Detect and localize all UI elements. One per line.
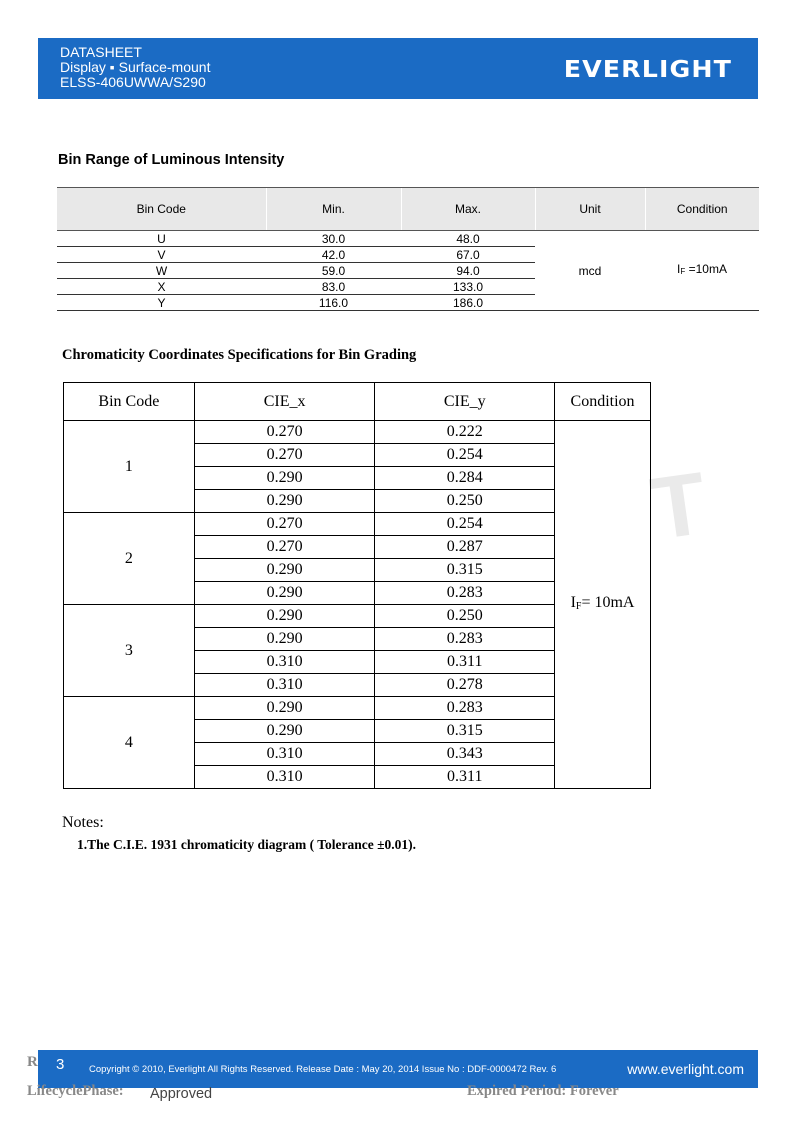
cie-x-cell: 0.310 xyxy=(194,766,375,789)
col-cie-x: CIE_x xyxy=(194,383,375,421)
min-cell: 83.0 xyxy=(266,279,401,295)
cie-y-cell: 0.287 xyxy=(375,536,555,559)
min-cell: 59.0 xyxy=(266,263,401,279)
page-number: 3 xyxy=(56,1056,65,1073)
bin-code-cell: U xyxy=(57,231,266,247)
cie-y-cell: 0.311 xyxy=(375,766,555,789)
bin-code-cell: X xyxy=(57,279,266,295)
table-row xyxy=(64,421,651,444)
bin-code-cell: Y xyxy=(57,295,266,311)
watermark: T xyxy=(645,452,713,559)
footer-left-glyph: R xyxy=(27,1054,38,1070)
cie-x-cell: 0.310 xyxy=(194,743,375,766)
condition-value: =10mA xyxy=(685,262,727,276)
expired-period: Expired Period: Forever xyxy=(467,1083,619,1099)
col-min: Min. xyxy=(266,188,401,231)
max-cell: 186.0 xyxy=(401,295,535,311)
col-bin-code: Bin Code xyxy=(64,383,195,421)
luminous-header-row xyxy=(57,188,759,231)
condition-value: = 10mA xyxy=(581,593,635,611)
max-cell: 48.0 xyxy=(401,231,535,247)
lifecycle-label: LifecyclePhase: xyxy=(27,1083,124,1099)
max-cell: 94.0 xyxy=(401,263,535,279)
cie-x-cell: 0.290 xyxy=(194,582,375,605)
cie-x-cell: 0.290 xyxy=(194,697,375,720)
cie-y-cell: 0.315 xyxy=(375,559,555,582)
cie-y-cell: 0.278 xyxy=(375,674,555,697)
min-cell: 30.0 xyxy=(266,231,401,247)
min-cell: 116.0 xyxy=(266,295,401,311)
min-cell: 42.0 xyxy=(266,247,401,263)
condition-symbol: I xyxy=(677,262,681,276)
bin-code-cell: 2 xyxy=(64,513,195,605)
cie-y-cell: 0.283 xyxy=(375,697,555,720)
cie-x-cell: 0.290 xyxy=(194,559,375,582)
cie-x-cell: 0.290 xyxy=(194,467,375,490)
doc-type: DATASHEET xyxy=(60,44,142,60)
everlight-logo: EVERLIGHT xyxy=(563,57,732,83)
bin-code-cell: W xyxy=(57,263,266,279)
col-cie-y: CIE_y xyxy=(375,383,555,421)
cie-x-cell: 0.310 xyxy=(194,674,375,697)
col-condition: Condition xyxy=(645,188,759,231)
cie-y-cell: 0.315 xyxy=(375,720,555,743)
cie-y-cell: 0.283 xyxy=(375,628,555,651)
website-link[interactable]: www.everlight.com xyxy=(627,1061,744,1077)
bin-code-cell: 1 xyxy=(64,421,195,513)
condition-cell xyxy=(555,421,651,789)
chromaticity-section-title: Chromaticity Coordinates Specifications for Bin Grading xyxy=(62,347,417,363)
cie-y-cell: 0.283 xyxy=(375,582,555,605)
part-number: ELSS-406UWWA/S290 xyxy=(60,74,206,90)
table-row xyxy=(57,231,759,247)
copyright-text: Copyright © 2010, Everlight All Rights Reserved. Release Date : May 20, 2014 Issue No : DDF-0000472 Rev. 6 xyxy=(89,1064,557,1075)
condition-subscript: F xyxy=(575,600,582,612)
luminous-section-title: Bin Range of Luminous Intensity xyxy=(58,152,285,168)
col-bin-code: Bin Code xyxy=(57,188,266,231)
bin-code-cell: 4 xyxy=(64,697,195,789)
notes-heading: Notes: xyxy=(62,814,104,831)
lifecycle-value: Approved xyxy=(150,1086,213,1102)
chromaticity-header-row xyxy=(64,383,651,421)
header-banner xyxy=(38,38,758,99)
cie-x-cell: 0.270 xyxy=(194,536,375,559)
bin-code-cell: 3 xyxy=(64,605,195,697)
cie-x-cell: 0.270 xyxy=(194,444,375,467)
cie-x-cell: 0.290 xyxy=(194,490,375,513)
cie-y-cell: 0.254 xyxy=(375,513,555,536)
cie-x-cell: 0.290 xyxy=(194,605,375,628)
condition-symbol: I xyxy=(570,593,576,611)
cie-y-cell: 0.250 xyxy=(375,490,555,513)
col-unit: Unit xyxy=(535,188,645,231)
header-text xyxy=(60,45,210,90)
luminous-table xyxy=(57,187,759,311)
cie-x-cell: 0.290 xyxy=(194,720,375,743)
note-item: 1.The C.I.E. 1931 chromaticity diagram ( Tolerance ±0.01). xyxy=(77,837,417,852)
doc-category: Display ▪ Surface-mount xyxy=(60,59,211,75)
max-cell: 133.0 xyxy=(401,279,535,295)
condition-subscript: F xyxy=(680,267,686,276)
unit-cell: mcd xyxy=(535,231,645,311)
cie-y-cell: 0.311 xyxy=(375,651,555,674)
cie-y-cell: 0.250 xyxy=(375,605,555,628)
condition-cell xyxy=(645,231,759,311)
footer-banner xyxy=(38,1050,758,1088)
cie-y-cell: 0.284 xyxy=(375,467,555,490)
cie-x-cell: 0.290 xyxy=(194,628,375,651)
col-condition: Condition xyxy=(555,383,651,421)
cie-y-cell: 0.343 xyxy=(375,743,555,766)
max-cell: 67.0 xyxy=(401,247,535,263)
cie-y-cell: 0.254 xyxy=(375,444,555,467)
bin-code-cell: V xyxy=(57,247,266,263)
cie-y-cell: 0.222 xyxy=(375,421,555,444)
cie-x-cell: 0.270 xyxy=(194,421,375,444)
cie-x-cell: 0.270 xyxy=(194,513,375,536)
cie-x-cell: 0.310 xyxy=(194,651,375,674)
chromaticity-table xyxy=(63,382,651,789)
col-max: Max. xyxy=(401,188,535,231)
